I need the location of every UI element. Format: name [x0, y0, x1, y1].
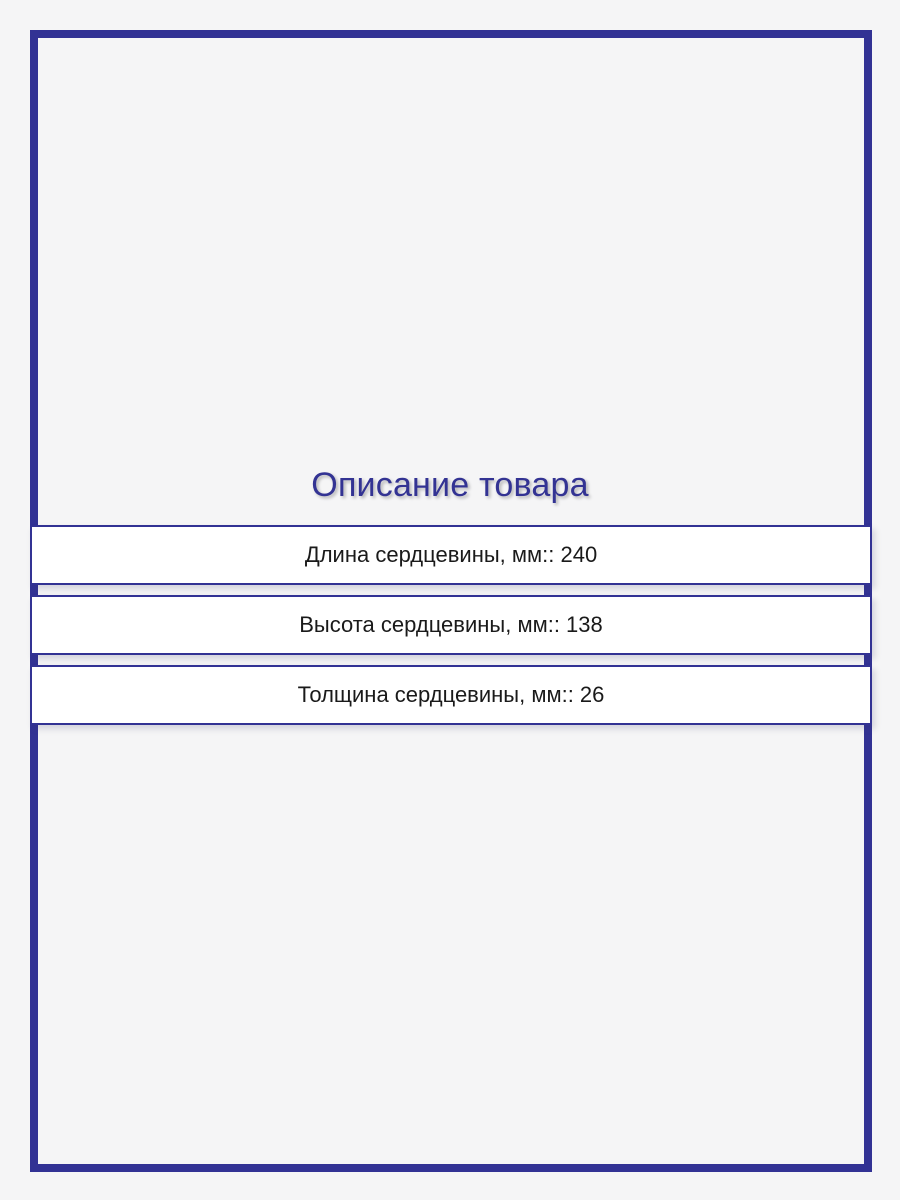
- spec-row-text: Длина сердцевины, мм:: 240: [304, 542, 598, 567]
- spec-row-text: Высота сердцевины, мм:: 138: [299, 612, 603, 637]
- spec-row-thickness: [30, 665, 872, 725]
- section-title: Описание товара: [311, 466, 589, 504]
- spec-row-length: [30, 525, 872, 585]
- spec-row-height: [30, 595, 872, 655]
- spec-row-text: Толщина сердцевины, мм:: 26: [297, 682, 605, 707]
